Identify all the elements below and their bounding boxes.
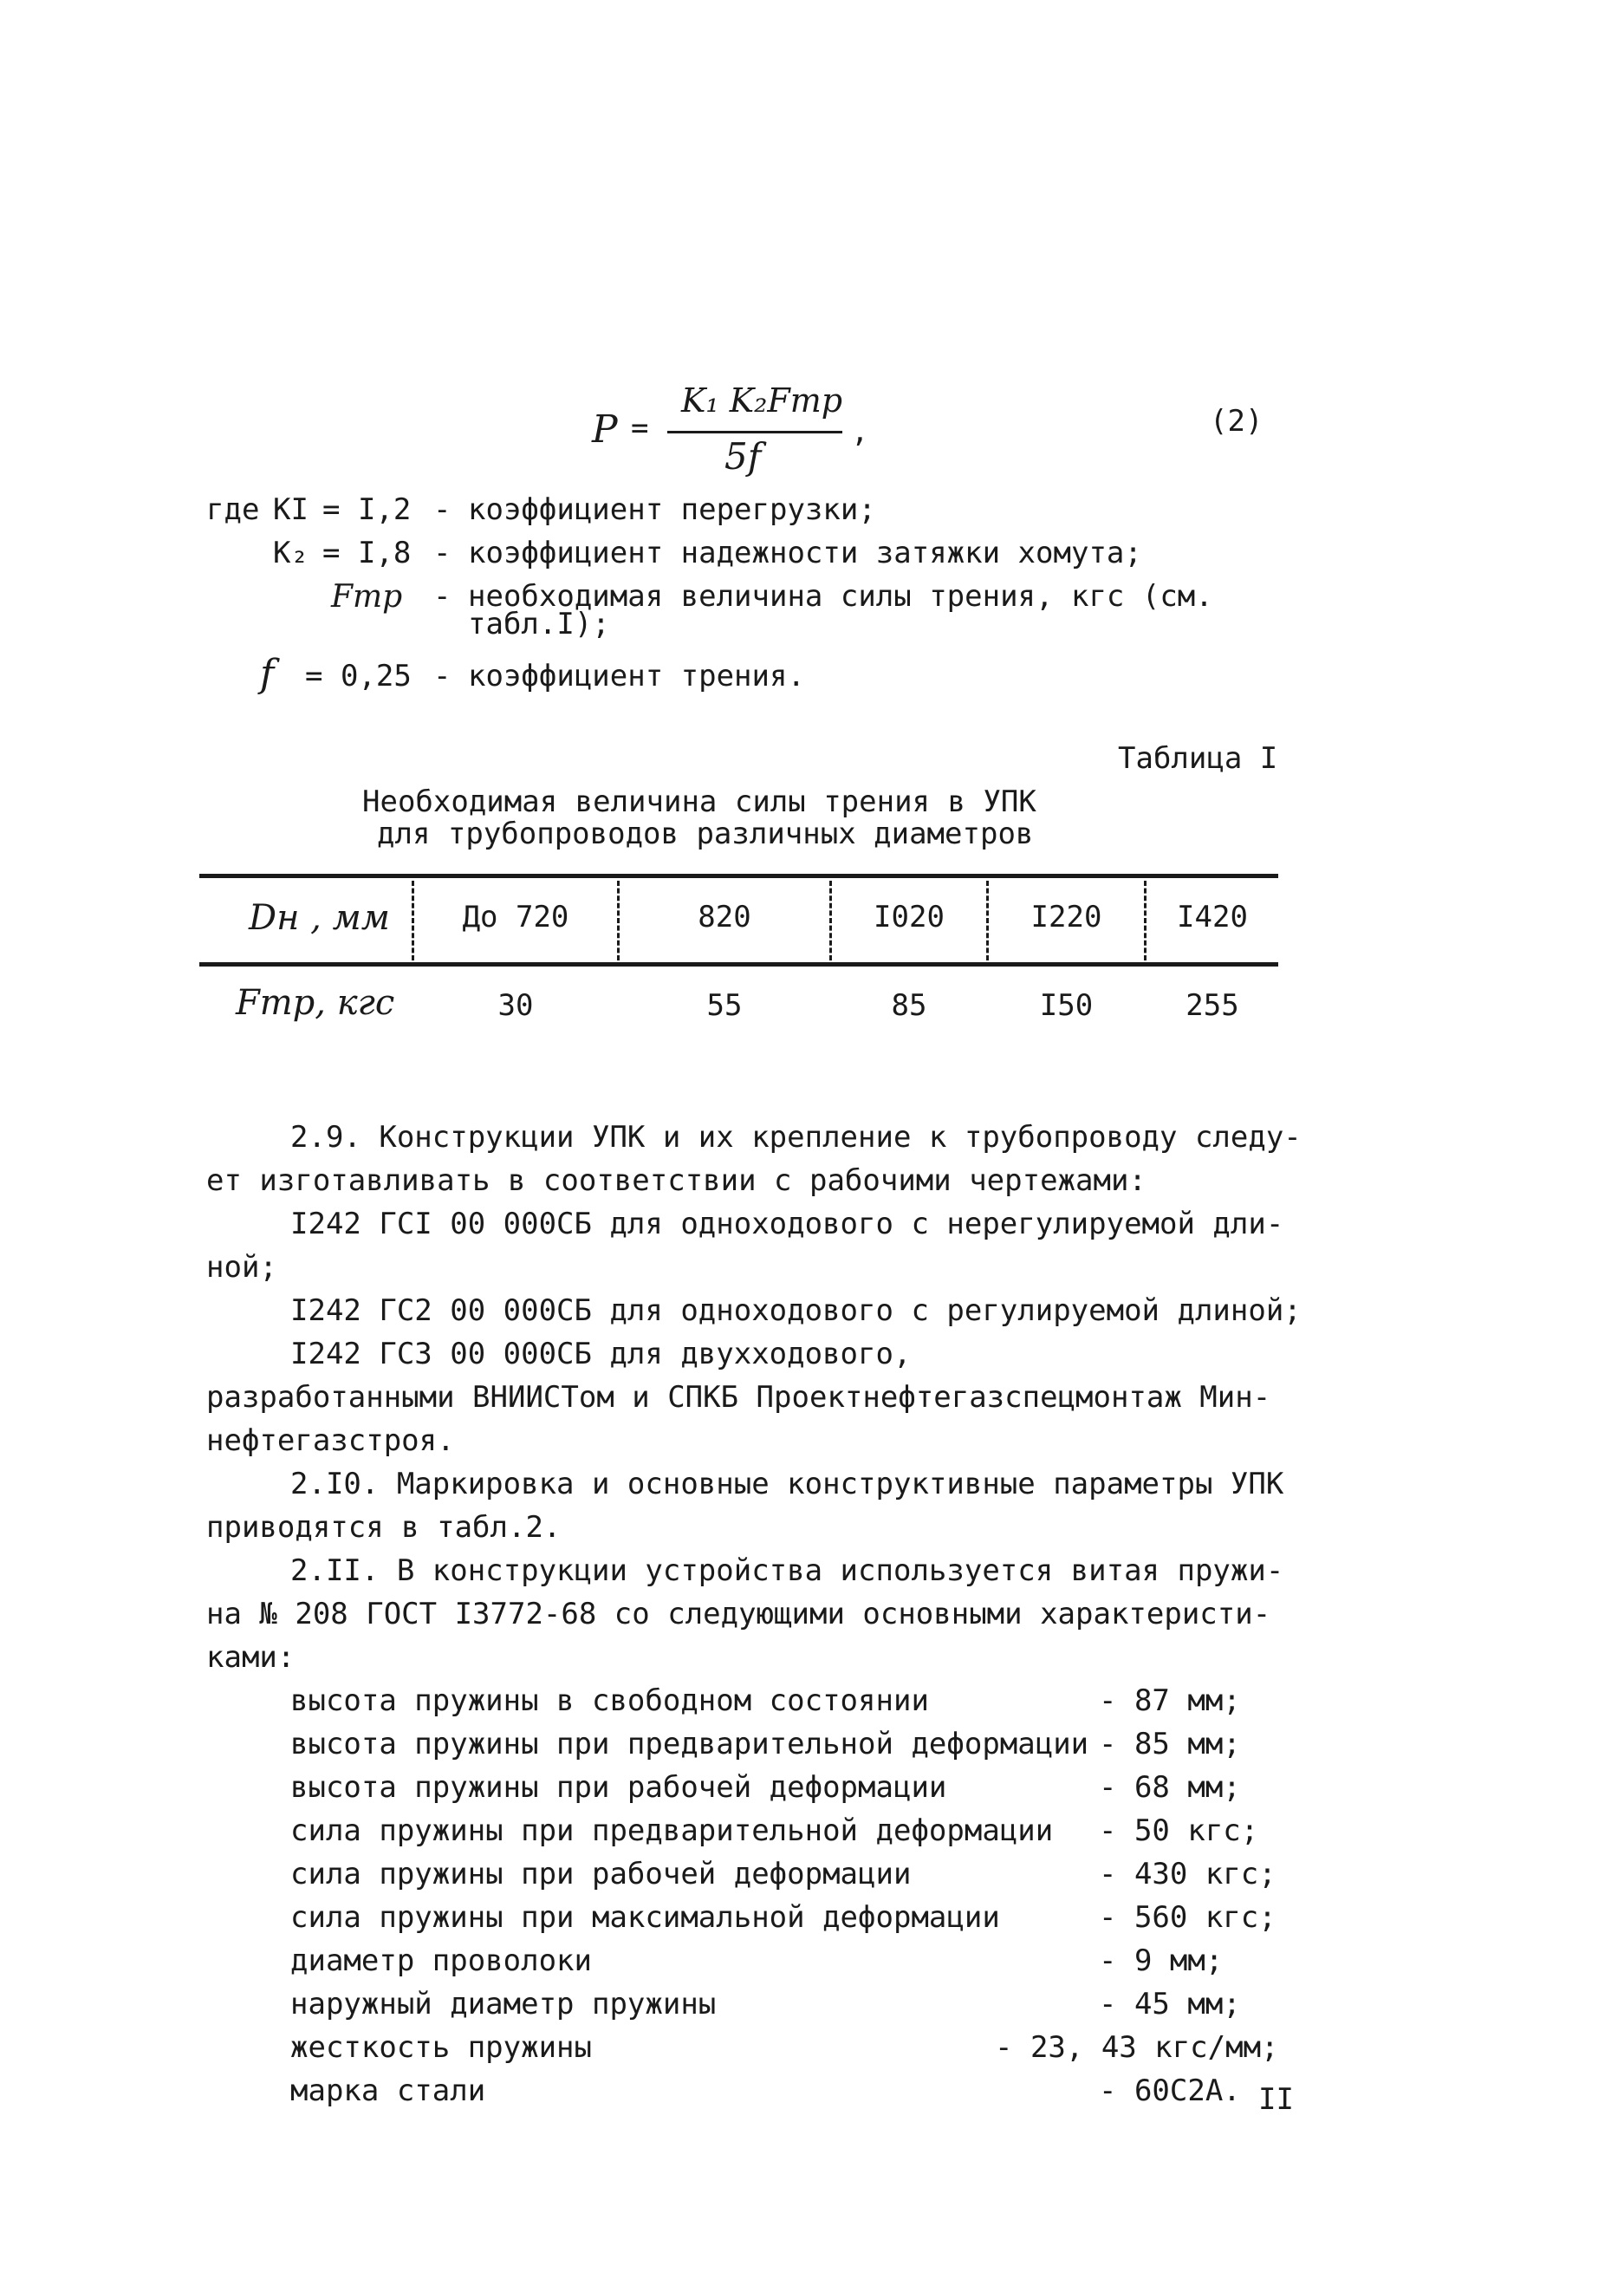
def-text-k2: коэффициент надежности затяжки хомута;: [468, 536, 1142, 570]
def-value-f: = 0,25: [305, 659, 412, 693]
spec-value: - 23, 43 кгс/мм;: [995, 2030, 1279, 2065]
spec-value: - 87 мм;: [1099, 1683, 1241, 1718]
table-cell: 255: [1186, 988, 1239, 1023]
drawing-ref-3: I242 ГС3 00 000СБ для двухходового,: [290, 1337, 912, 1371]
spec-name: высота пружины при рабочей деформации: [290, 1770, 947, 1805]
developer-line: разработанными ВНИИСТом и СПКБ Проектнефтегазспецмонтаж Мин-: [206, 1380, 1271, 1415]
table-header-cell: I220: [1030, 900, 1102, 934]
table-label: Таблица I: [1118, 741, 1278, 776]
spec-name: сила пружины при максимальной деформации: [290, 1900, 1000, 1935]
def-value-k2: = I,8: [322, 536, 412, 570]
drawing-ref-1-cont: ной;: [206, 1250, 277, 1285]
spec-name: сила пружины при рабочей деформации: [290, 1857, 912, 1891]
paragraph-2-9-cont: ет изготавливать в соответствии с рабочими чертежами:: [206, 1163, 1147, 1198]
def-text-ftr-cont: табл.I);: [468, 607, 610, 641]
formula-number: (2): [1210, 404, 1263, 439]
spec-name: жесткость пружины: [290, 2030, 592, 2065]
table-header-cell: До 720: [462, 900, 569, 934]
def-dash: -: [433, 492, 451, 527]
table-title-line1: Необходимая величина силы трения в УПК: [362, 784, 1036, 819]
paragraph-2-10-cont: приводятся в табл.2.: [206, 1510, 562, 1545]
paragraph-2-9: 2.9. Конструкции УПК и их крепление к трубопроводу следу-: [290, 1120, 1302, 1155]
spec-name: высота пружины в свободном состоянии: [290, 1683, 929, 1718]
formula-numerator: K₁ K₂Fтр: [681, 381, 843, 420]
spec-name: наружный диаметр пружины: [290, 1987, 717, 2021]
page-number: II: [1258, 2082, 1294, 2117]
def-symbol-k2: K₂: [273, 536, 309, 570]
paragraph-2-10: 2.I0. Маркировка и основные конструктивные параметры УПК: [290, 1467, 1284, 1501]
spec-value: - 9 мм;: [1099, 1943, 1224, 1978]
developer-line-cont: нефтегазстроя.: [206, 1423, 455, 1458]
def-symbol-k1: KΙ: [273, 492, 309, 527]
spec-name: марка стали: [290, 2073, 486, 2108]
paragraph-2-11-end: ками:: [206, 1640, 296, 1675]
spec-value: - 560 кгс;: [1099, 1900, 1276, 1935]
table-header-dn: Dн , мм: [249, 898, 390, 938]
table-header-cell: 820: [698, 900, 751, 934]
def-text-f: коэффициент трения.: [468, 659, 805, 693]
def-symbol-f: f: [260, 652, 275, 696]
formula-comma: ,: [851, 414, 869, 449]
spec-name: сила пружины при предварительной деформации: [290, 1813, 1054, 1848]
spec-value: - 50 кгс;: [1099, 1813, 1259, 1848]
table-top-rule: [199, 874, 1278, 878]
def-symbol-ftr: Fтр: [331, 579, 403, 615]
paragraph-2-11-cont: на № 208 ГОСТ I3772-68 со следующими основными характеристи-: [206, 1597, 1271, 1631]
drawing-ref-2: I242 ГС2 00 000СБ для одноходового с регулируемой длиной;: [290, 1293, 1302, 1328]
def-prefix: где: [206, 492, 260, 527]
spec-value: - 60С2А.: [1099, 2073, 1241, 2108]
spec-value: - 85 мм;: [1099, 1727, 1241, 1761]
def-text-k1: коэффициент перегрузки;: [468, 492, 876, 527]
spec-name: диаметр проволоки: [290, 1943, 592, 1978]
table-cell: I50: [1039, 988, 1094, 1023]
table-cell: 30: [497, 988, 534, 1023]
formula-denominator: 5f: [724, 435, 762, 478]
table-title-line2: для трубопроводов различных диаметров: [377, 817, 1034, 851]
spec-value: - 45 мм;: [1099, 1987, 1241, 2021]
def-value-k1: = I,2: [322, 492, 412, 527]
def-text-ftr: необходимая величина силы трения, кгс (см.: [468, 579, 1213, 614]
paragraph-2-11: 2.II. В конструкции устройства используется витая пружи-: [290, 1553, 1284, 1588]
def-dash: -: [433, 579, 451, 614]
spec-value: - 68 мм;: [1099, 1770, 1241, 1805]
fraction-bar: [667, 431, 842, 433]
table-mid-rule: [199, 962, 1278, 967]
table-row-ftr: Fтр, кгс: [236, 983, 395, 1023]
table-cell: 55: [706, 988, 743, 1023]
drawing-ref-1: I242 ГСI 00 000СБ для одноходового с нерегулируемой дли-: [290, 1207, 1284, 1241]
table-header-cell: I420: [1177, 900, 1248, 934]
formula-lhs: P: [592, 407, 618, 452]
table-header-cell: I020: [874, 900, 945, 934]
def-dash: -: [433, 536, 451, 570]
spec-value: - 430 кгс;: [1099, 1857, 1276, 1891]
formula-equals: =: [631, 411, 649, 446]
table-cell: 85: [891, 988, 927, 1023]
def-dash: -: [433, 659, 451, 693]
spec-name: высота пружины при предварительной деформации: [290, 1727, 1089, 1761]
